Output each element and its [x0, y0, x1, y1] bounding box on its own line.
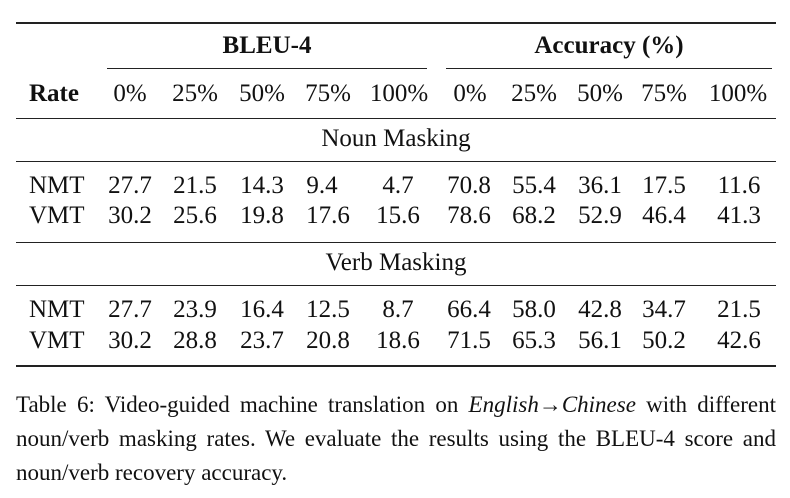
table-cell: 52.9 — [578, 202, 622, 229]
table-cell: 27.7 — [108, 296, 152, 323]
table-cell: 58.0 — [512, 296, 556, 323]
table-cell: 21.5 — [717, 296, 761, 323]
table-cell: 70.8 — [447, 172, 491, 199]
table-cell: 30.2 — [108, 327, 152, 354]
table-cell: 78.6 — [447, 202, 491, 229]
table-cell: 65.3 — [512, 327, 556, 354]
group-header-bleu: BLEU-4 — [222, 32, 312, 59]
column-header: 100% — [369, 80, 429, 107]
table-cell: 28.8 — [173, 327, 217, 354]
section-title-verb-masking: Verb Masking — [325, 249, 467, 276]
table-cell: 20.8 — [306, 327, 350, 354]
table-cell: 27.7 — [108, 172, 152, 199]
table-cell: 42.6 — [717, 327, 761, 354]
row-label: NMT — [29, 296, 85, 323]
table-cell: 19.8 — [240, 202, 284, 229]
column-header: 75% — [641, 80, 687, 107]
table-cell: 46.4 — [642, 202, 686, 229]
table-cell: 55.4 — [512, 172, 556, 199]
table-cell: 23.7 — [240, 327, 284, 354]
section-divider-rule — [16, 242, 776, 243]
table-cell: 8.7 — [382, 296, 414, 323]
table-cell: 17.5 — [642, 172, 686, 199]
section-title-noun-masking: Noun Masking — [321, 125, 471, 152]
table-cell: 16.4 — [240, 296, 284, 323]
table-cell: 42.8 — [578, 296, 622, 323]
table-cell: 66.4 — [447, 296, 491, 323]
table-cell: 34.7 — [642, 296, 686, 323]
column-header: 25% — [511, 80, 557, 107]
column-header: 0% — [453, 80, 487, 107]
table-cell: 17.6 — [306, 202, 350, 229]
table-cell: 12.5 — [306, 296, 350, 323]
table-cell: 68.2 — [512, 202, 556, 229]
table-cell: 30.2 — [108, 202, 152, 229]
table-cell: 41.3 — [717, 202, 761, 229]
table-cell: 23.9 — [173, 296, 217, 323]
table-caption — [16, 388, 776, 490]
table-cell: 36.1 — [578, 172, 622, 199]
table-cell: 50.2 — [642, 327, 686, 354]
column-header: 50% — [239, 80, 285, 107]
table-cell: 25.6 — [173, 202, 217, 229]
section-rule — [16, 285, 776, 286]
table-cell: 4.7 — [382, 172, 414, 199]
table-cell: 71.5 — [447, 327, 491, 354]
table-bottom-rule — [16, 365, 776, 367]
group-header-accuracy: Accuracy (%) — [534, 32, 684, 59]
column-header: 25% — [172, 80, 218, 107]
column-header: 50% — [577, 80, 623, 107]
column-header: 75% — [305, 80, 351, 107]
row-label: VMT — [29, 327, 85, 354]
table-top-rule — [16, 22, 776, 24]
table-cell: 56.1 — [578, 327, 622, 354]
column-header: 0% — [113, 80, 147, 107]
caption-prefix: Table 6: Video-guided machine translation on — [16, 392, 469, 417]
table-cell: 9.4 — [306, 172, 338, 199]
row-label: VMT — [29, 202, 85, 229]
accuracy-header-rule — [446, 68, 772, 69]
table-cell: 18.6 — [376, 327, 420, 354]
section-rule — [16, 161, 776, 162]
header-bottom-rule — [16, 118, 776, 119]
row-label: NMT — [29, 172, 85, 199]
caption-suffix: with different noun/verb masking rates. We evaluate the results using the BLEU-4 score and noun/verb recovery accuracy. — [16, 392, 776, 485]
table-cell: 15.6 — [376, 202, 420, 229]
caption-language-pair: English→Chinese — [468, 392, 636, 417]
table-cell: 14.3 — [240, 172, 284, 199]
table-cell: 21.5 — [173, 172, 217, 199]
column-header: 100% — [708, 80, 768, 107]
bleu-header-rule — [107, 68, 427, 69]
table-cell: 11.6 — [717, 172, 761, 199]
row-header-rate: Rate — [29, 80, 79, 107]
